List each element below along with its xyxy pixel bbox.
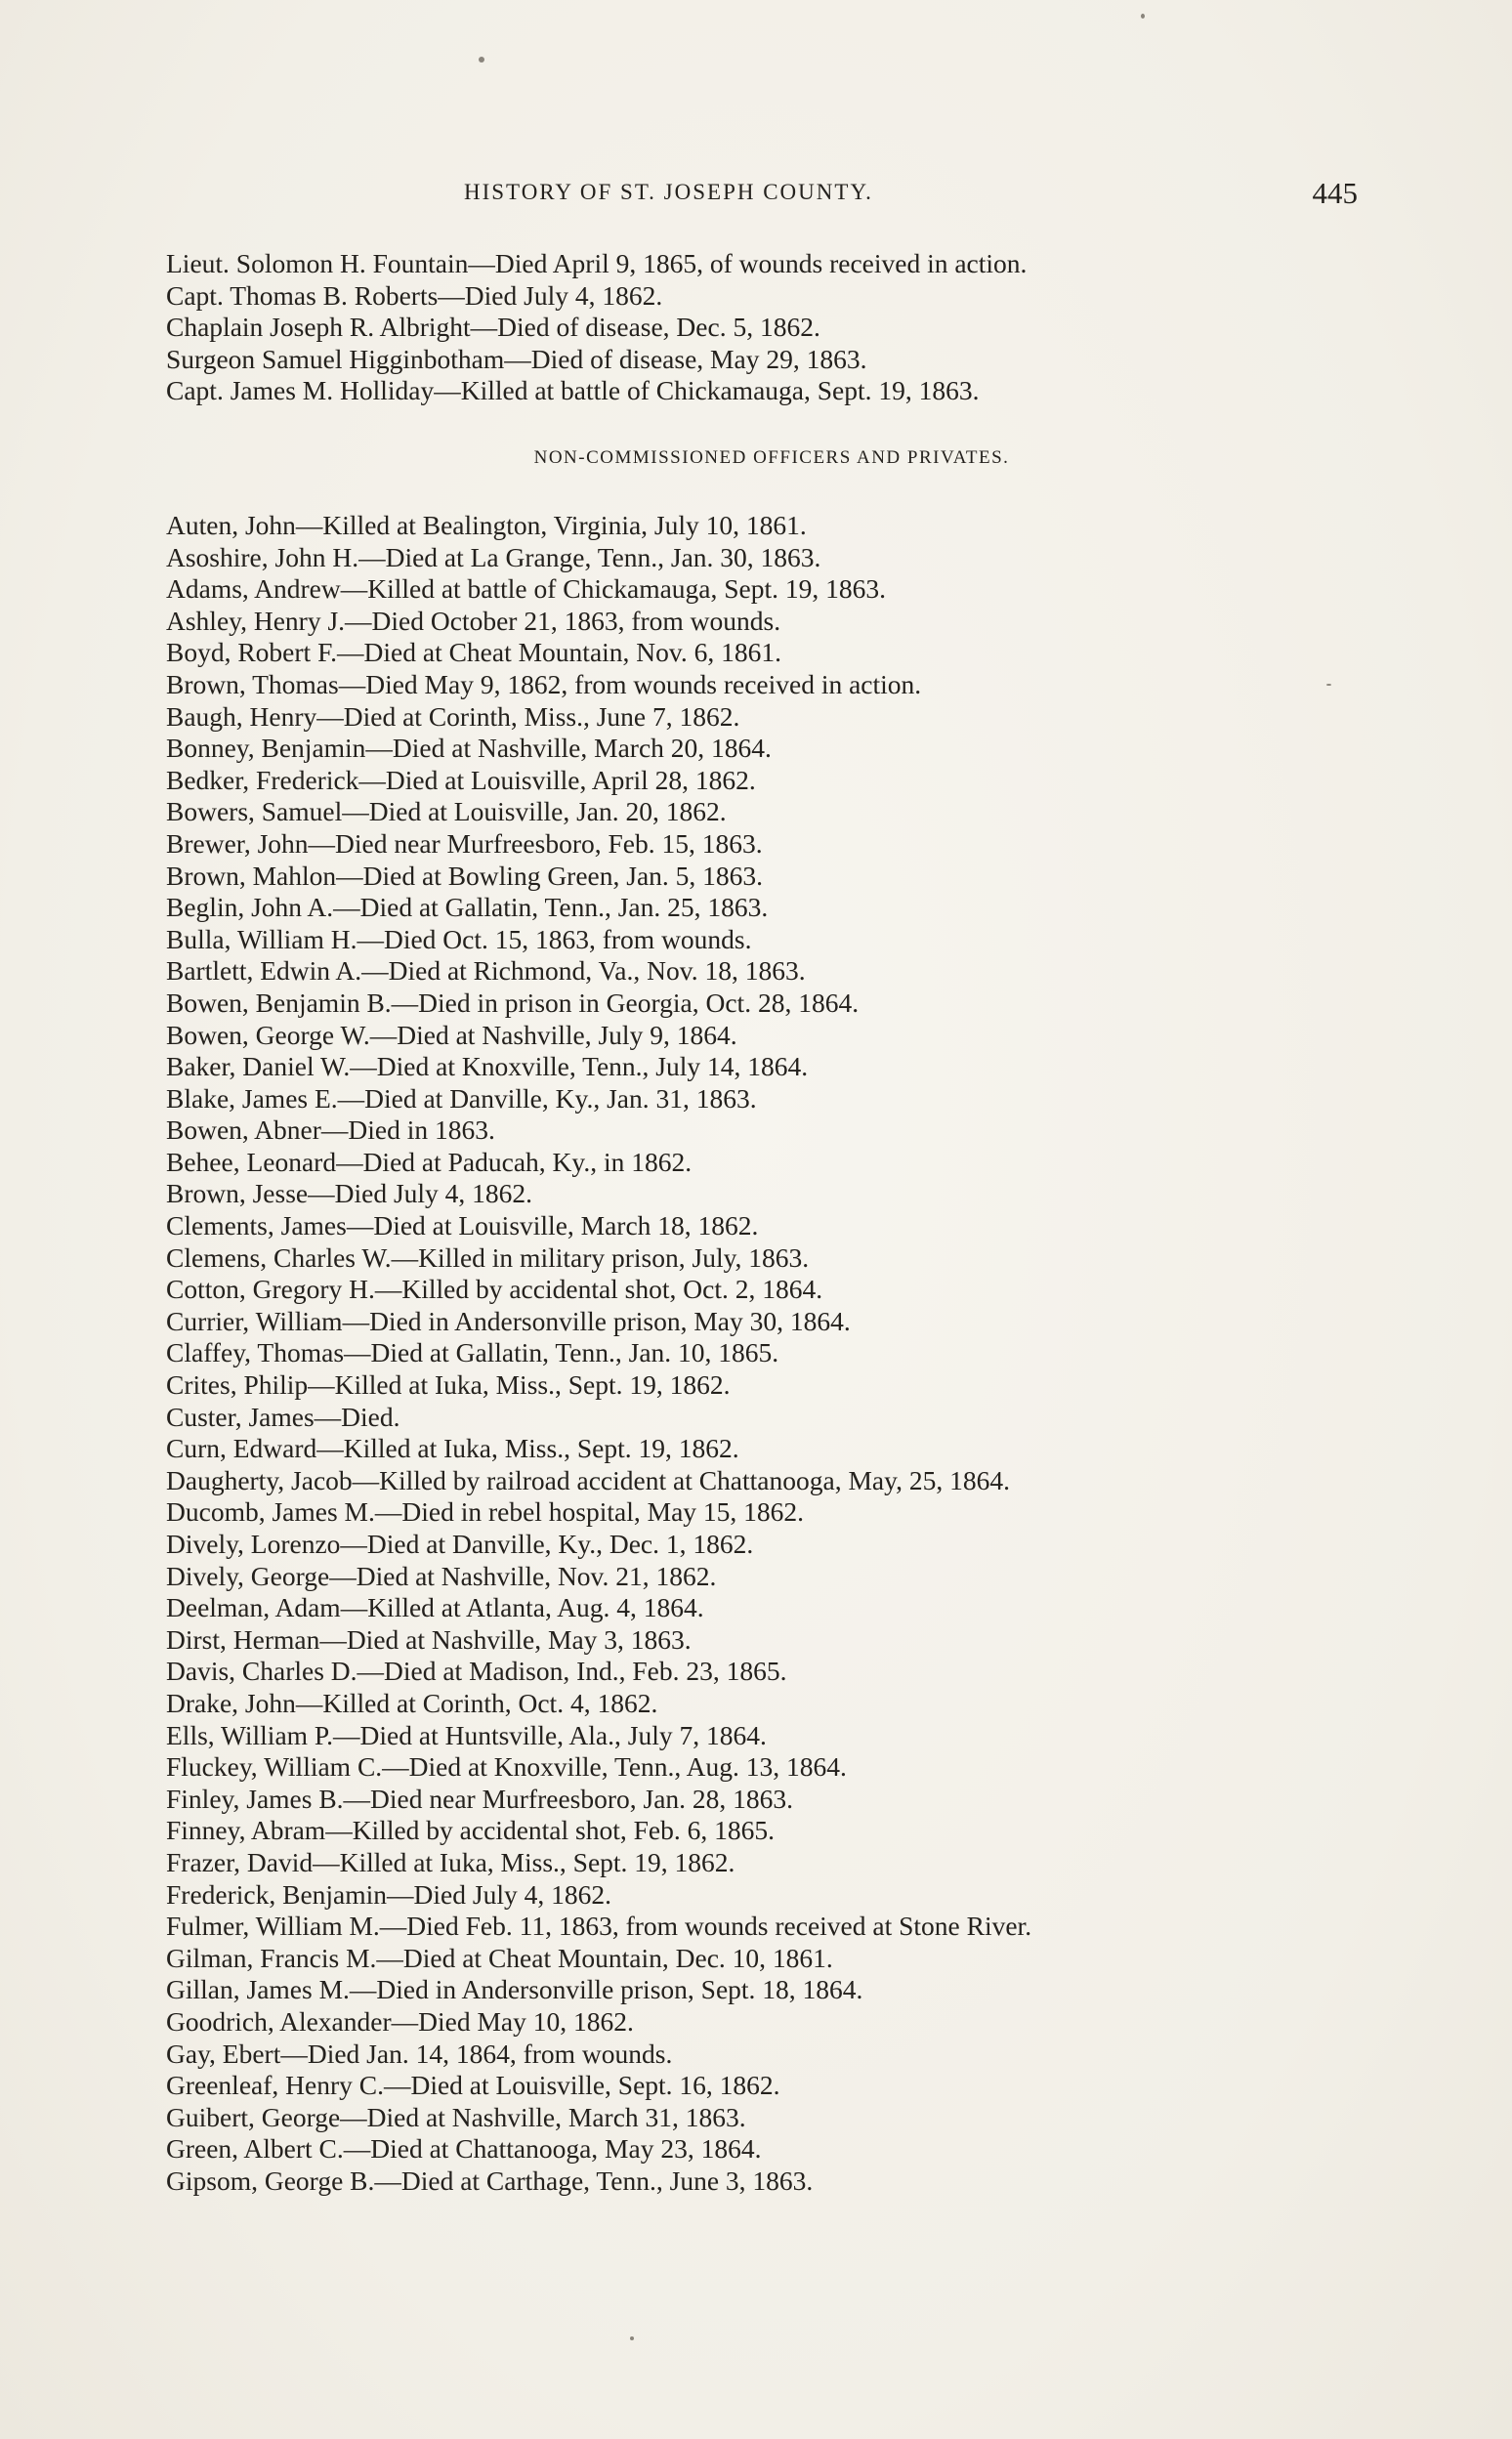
private-entry: Deelman, Adam—Killed at Atlanta, Aug. 4, 1864.	[166, 1592, 704, 1623]
private-entry: Clements, James—Died at Louisville, March 18, 1862.	[166, 1210, 759, 1241]
private-entry: Davis, Charles D.—Died at Madison, Ind., Feb. 23, 1865.	[166, 1656, 787, 1687]
private-entry: Dively, George—Died at Nashville, Nov. 21, 1862.	[166, 1560, 717, 1591]
private-entry: Finley, James B.—Died near Murfreesboro, Jan. 28, 1863.	[166, 1783, 794, 1814]
private-entry: Auten, John—Killed at Bealington, Virginia, July 10, 1861.	[166, 510, 807, 540]
private-entry: Dirst, Herman—Died at Nashville, May 3, 1863.	[166, 1623, 692, 1655]
private-entry: Dively, Lorenzo—Died at Danville, Ky., Dec. 1, 1862.	[166, 1529, 754, 1559]
private-entry: Finney, Abram—Killed by accidental shot, Feb. 6, 1865.	[166, 1815, 775, 1846]
private-entry: Baker, Daniel W.—Died at Knoxville, Tenn., July 14, 1864.	[166, 1051, 809, 1082]
private-entry: Goodrich, Alexander—Died May 10, 1862.	[166, 2005, 634, 2037]
section-heading: NON-COMMISSIONED OFFICERS AND PRIVATES.	[533, 447, 1010, 468]
private-entry: Asoshire, John H.—Died at La Grange, Tenn., Jan. 30, 1863.	[166, 541, 821, 572]
private-entry: Green, Albert C.—Died at Chattanooga, May 23, 1864.	[166, 2133, 762, 2165]
private-entry: Brewer, John—Died near Murfreesboro, Feb. 15, 1863.	[166, 827, 763, 859]
private-entry: Bartlett, Edwin A.—Died at Richmond, Va., Nov. 18, 1863.	[166, 955, 806, 987]
private-entry: Gilman, Francis M.—Died at Cheat Mountain, Dec. 10, 1861.	[166, 1942, 833, 1973]
private-entry: Bedker, Frederick—Died at Louisville, April 28, 1862.	[166, 764, 756, 795]
private-entry: Custer, James—Died.	[166, 1401, 400, 1432]
private-entry: Bowen, George W.—Died at Nashville, July 9, 1864.	[166, 1019, 737, 1050]
private-entry: Guibert, George—Died at Nashville, March 31, 1863.	[166, 2101, 746, 2132]
page-speck	[630, 2336, 634, 2340]
private-entry: Bowen, Benjamin B.—Died in prison in Georgia, Oct. 28, 1864.	[166, 987, 860, 1018]
officers-list	[166, 248, 1377, 407]
private-entry: Baugh, Henry—Died at Corinth, Miss., June 7, 1862.	[166, 700, 740, 732]
private-entry: Ells, William P.—Died at Huntsville, Ala., July 7, 1864.	[166, 1719, 767, 1750]
private-entry: Brown, Thomas—Died May 9, 1862, from wounds received in action.	[166, 668, 922, 699]
private-entry: Gipsom, George B.—Died at Carthage, Tenn., June 3, 1863.	[166, 2165, 814, 2196]
private-entry: Frederick, Benjamin—Died July 4, 1862.	[166, 1878, 611, 1910]
private-entry: Blake, James E.—Died at Danville, Ky., Jan. 31, 1863.	[166, 1082, 757, 1114]
officer-entry: Capt. James M. Holliday—Killed at battle of Chickamauga, Sept. 19, 1863.	[166, 375, 980, 406]
private-entry: Fulmer, William M.—Died Feb. 11, 1863, from wounds received at Stone River.	[166, 1911, 1032, 1942]
private-entry: Brown, Mahlon—Died at Bowling Green, Jan. 5, 1863.	[166, 860, 764, 891]
private-entry: Gay, Ebert—Died Jan. 14, 1864, from wounds.	[166, 2038, 673, 2069]
private-entry: Behee, Leonard—Died at Paducah, Ky., in 1862.	[166, 1146, 693, 1177]
private-entry: Curn, Edward—Killed at Iuka, Miss., Sept. 19, 1862.	[166, 1433, 739, 1464]
private-entry: Currier, William—Died in Andersonville prison, May 30, 1864.	[166, 1305, 851, 1336]
private-entry: Crites, Philip—Killed at Iuka, Miss., Sept. 19, 1862.	[166, 1369, 731, 1401]
private-entry: Ducomb, James M.—Died in rebel hospital, May 15, 1862.	[166, 1496, 805, 1528]
private-entry: Cotton, Gregory H.—Killed by accidental shot, Oct. 2, 1864.	[166, 1274, 823, 1305]
private-entry: Daugherty, Jacob—Killed by railroad accident at Chattanooga, May, 25, 1864.	[166, 1464, 1010, 1495]
private-entry: Fluckey, William C.—Died at Knoxville, Tenn., Aug. 13, 1864.	[166, 1751, 847, 1783]
private-entry: Beglin, John A.—Died at Gallatin, Tenn., Jan. 25, 1863.	[166, 892, 769, 923]
private-entry: Drake, John—Killed at Corinth, Oct. 4, 1862.	[166, 1687, 658, 1718]
officer-entry: Surgeon Samuel Higginbotham—Died of disease, May 29, 1863.	[166, 343, 867, 374]
private-entry: Clemens, Charles W.—Killed in military prison, July, 1863.	[166, 1241, 810, 1273]
page-speck	[1141, 14, 1145, 19]
officer-entry: Chaplain Joseph R. Albright—Died of disease, Dec. 5, 1862.	[166, 312, 820, 343]
private-entry: Ashley, Henry J.—Died October 21, 1863, from wounds.	[166, 605, 781, 636]
privates-list	[166, 510, 1377, 2197]
page-speck	[479, 57, 484, 63]
private-entry: Claffey, Thomas—Died at Gallatin, Tenn., Jan. 10, 1865.	[166, 1337, 779, 1368]
private-entry: Greenleaf, Henry C.—Died at Louisville, Sept. 16, 1862.	[166, 2070, 780, 2101]
private-entry: Boyd, Robert F.—Died at Cheat Mountain, Nov. 6, 1861.	[166, 637, 781, 668]
private-entry: Bulla, William H.—Died Oct. 15, 1863, from wounds.	[166, 923, 752, 954]
private-entry: Brown, Jesse—Died July 4, 1862.	[166, 1178, 533, 1209]
private-entry: Gillan, James M.—Died in Andersonville prison, Sept. 18, 1864.	[166, 1974, 863, 2005]
officer-entry: Lieut. Solomon H. Fountain—Died April 9, 1865, of wounds received in action.	[166, 248, 1028, 278]
running-title: HISTORY OF ST. JOSEPH COUNTY.	[464, 180, 873, 204]
private-entry: Frazer, David—Killed at Iuka, Miss., Sept. 19, 1862.	[166, 1846, 735, 1877]
running-head	[166, 176, 1358, 215]
private-entry: Bowers, Samuel—Died at Louisville, Jan. 20, 1862.	[166, 796, 727, 827]
private-entry: Adams, Andrew—Killed at battle of Chickamauga, Sept. 19, 1863.	[166, 573, 887, 605]
page-number: 445	[1312, 176, 1358, 210]
private-entry: Bonney, Benjamin—Died at Nashville, March 20, 1864.	[166, 733, 772, 764]
officer-entry: Capt. Thomas B. Roberts—Died July 4, 1862.	[166, 279, 663, 311]
private-entry: Bowen, Abner—Died in 1863.	[166, 1114, 495, 1146]
